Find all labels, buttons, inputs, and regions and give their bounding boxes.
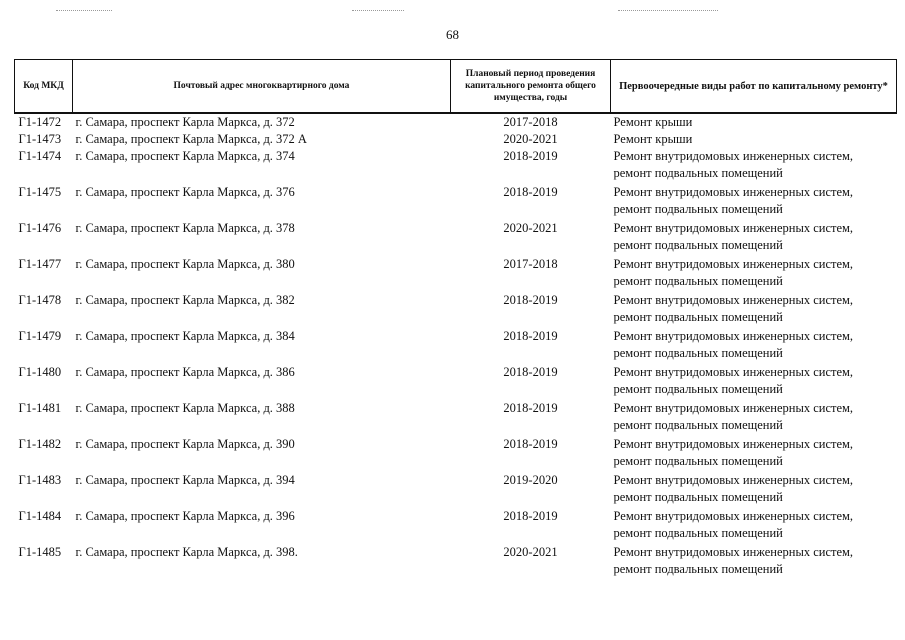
cell-code: Г1-1485: [18, 545, 62, 559]
works-line: ремонт подвальных помещений: [613, 346, 783, 360]
works-line: ремонт подвальных помещений: [613, 166, 783, 180]
cell-address: г. Самара, проспект Карла Маркса, д. 372: [75, 115, 295, 129]
works-line: Ремонт внутридомовых инженерных систем,: [613, 293, 854, 307]
table-row: [15, 436, 897, 472]
table-row: [15, 544, 897, 580]
works-line: Ремонт внутридомовых инженерных систем,: [613, 221, 854, 235]
table-row: [15, 400, 897, 436]
cell-address: г. Самара, проспект Карла Маркса, д. 394: [75, 473, 295, 487]
scan-mark: [352, 10, 404, 12]
cell-period: 2018-2019: [503, 401, 558, 415]
scan-mark: [618, 10, 718, 12]
cell-works: [611, 400, 897, 436]
cell-address: г. Самара, проспект Карла Маркса, д. 396: [75, 509, 295, 523]
cell-code: Г1-1476: [18, 221, 62, 235]
works-line: ремонт подвальных помещений: [613, 490, 783, 504]
cell-period: 2020-2021: [503, 545, 558, 559]
cell-address: г. Самара, проспект Карла Маркса, д. 398.: [75, 545, 298, 559]
cell-period: 2018-2019: [503, 365, 558, 379]
cell-address: г. Самара, проспект Карла Маркса, д. 388: [75, 401, 295, 415]
cell-period: 2018-2019: [503, 437, 558, 451]
cell-code: Г1-1482: [18, 437, 62, 451]
cell-works: [611, 292, 897, 328]
cell-works: [611, 113, 897, 131]
cell-code: Г1-1474: [18, 149, 62, 163]
cell-works: [611, 436, 897, 472]
cell-period: 2017-2018: [503, 115, 558, 129]
works-line: Ремонт внутридомовых инженерных систем,: [613, 437, 854, 451]
cell-code: Г1-1473: [18, 132, 62, 146]
header-code: Код МКД: [15, 60, 73, 114]
table-row: [15, 256, 897, 292]
works-line: Ремонт внутридомовых инженерных систем,: [613, 365, 854, 379]
cell-code: Г1-1479: [18, 329, 62, 343]
table-row: [15, 364, 897, 400]
works-line: ремонт подвальных помещений: [613, 310, 783, 324]
cell-works: [611, 131, 897, 148]
cell-period: 2018-2019: [503, 293, 558, 307]
works-line: Ремонт внутридомовых инженерных систем,: [613, 473, 854, 487]
cell-address: г. Самара, проспект Карла Маркса, д. 378: [75, 221, 295, 235]
cell-period: 2018-2019: [503, 329, 558, 343]
cell-works: [611, 220, 897, 256]
cell-period: 2020-2021: [503, 132, 558, 146]
table-row: [15, 113, 897, 131]
table-row: [15, 508, 897, 544]
table-row: [15, 148, 897, 184]
works-line: ремонт подвальных помещений: [613, 202, 783, 216]
page-number: 68: [446, 27, 459, 42]
cell-code: Г1-1478: [18, 293, 62, 307]
cell-code: Г1-1480: [18, 365, 62, 379]
cell-code: Г1-1472: [18, 115, 62, 129]
works-line: Ремонт внутридомовых инженерных систем,: [613, 149, 854, 163]
cell-period: 2018-2019: [503, 509, 558, 523]
cell-works: [611, 256, 897, 292]
works-line: ремонт подвальных помещений: [613, 454, 783, 468]
works-line: ремонт подвальных помещений: [613, 418, 783, 432]
header-address: Почтовый адрес многоквартирного дома: [73, 60, 451, 114]
cell-address: г. Самара, проспект Карла Маркса, д. 380: [75, 257, 295, 271]
works-line: Ремонт крыши: [613, 115, 693, 129]
scan-artifacts: [0, 10, 905, 14]
header-row: [15, 60, 897, 114]
capital-repair-table: [14, 59, 897, 580]
works-line: Ремонт внутридомовых инженерных систем,: [613, 185, 854, 199]
cell-works: [611, 508, 897, 544]
works-line: ремонт подвальных помещений: [613, 562, 783, 576]
cell-code: Г1-1477: [18, 257, 62, 271]
cell-period: 2019-2020: [503, 473, 558, 487]
cell-address: г. Самара, проспект Карла Маркса, д. 386: [75, 365, 295, 379]
header-works: Первоочередные виды работ по капитальному ремонту*: [611, 60, 897, 114]
works-line: Ремонт внутридомовых инженерных систем,: [613, 401, 854, 415]
table-row: [15, 292, 897, 328]
cell-code: Г1-1475: [18, 185, 62, 199]
works-line: ремонт подвальных помещений: [613, 238, 783, 252]
cell-works: [611, 472, 897, 508]
works-line: ремонт подвальных помещений: [613, 274, 783, 288]
cell-address: г. Самара, проспект Карла Маркса, д. 390: [75, 437, 295, 451]
cell-address: г. Самара, проспект Карла Маркса, д. 372 А: [75, 132, 307, 146]
works-line: Ремонт внутридомовых инженерных систем,: [613, 329, 854, 343]
cell-works: [611, 328, 897, 364]
table-row: [15, 131, 897, 148]
cell-works: [611, 148, 897, 184]
cell-code: Г1-1481: [18, 401, 62, 415]
works-line: Ремонт внутридомовых инженерных систем,: [613, 545, 854, 559]
cell-address: г. Самара, проспект Карла Маркса, д. 384: [75, 329, 295, 343]
table-header: [15, 60, 897, 114]
works-line: Ремонт внутридомовых инженерных систем,: [613, 257, 854, 271]
works-line: Ремонт крыши: [613, 132, 693, 146]
works-line: Ремонт внутридомовых инженерных систем,: [613, 509, 854, 523]
cell-works: [611, 184, 897, 220]
header-period: Плановый период проведения капитального ремонта общего имущества, годы: [451, 60, 611, 114]
cell-address: г. Самара, проспект Карла Маркса, д. 376: [75, 185, 295, 199]
works-line: ремонт подвальных помещений: [613, 382, 783, 396]
table-row: [15, 184, 897, 220]
table-row: [15, 328, 897, 364]
cell-works: [611, 364, 897, 400]
cell-period: 2018-2019: [503, 149, 558, 163]
cell-period: 2017-2018: [503, 257, 558, 271]
cell-address: г. Самара, проспект Карла Маркса, д. 374: [75, 149, 295, 163]
cell-address: г. Самара, проспект Карла Маркса, д. 382: [75, 293, 295, 307]
cell-code: Г1-1483: [18, 473, 62, 487]
cell-works: [611, 544, 897, 580]
table-row: [15, 472, 897, 508]
cell-period: 2018-2019: [503, 185, 558, 199]
table-body: [15, 113, 897, 580]
scan-mark: [56, 10, 112, 12]
table-row: [15, 220, 897, 256]
cell-period: 2020-2021: [503, 221, 558, 235]
works-line: ремонт подвальных помещений: [613, 526, 783, 540]
cell-code: Г1-1484: [18, 509, 62, 523]
